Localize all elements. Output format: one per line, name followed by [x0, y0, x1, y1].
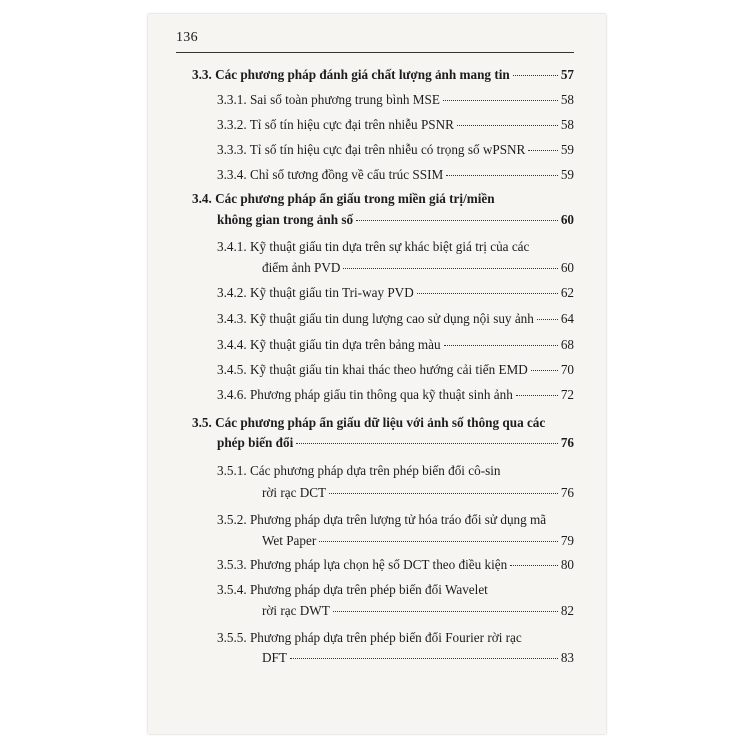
page-number: 136: [176, 30, 198, 45]
toc-entry-first-line: 3.5.2. Phương pháp dựa trên lượng tử hóa tráo đổi sử dụng mã: [217, 512, 547, 527]
toc-entry-page: 79: [560, 533, 574, 548]
toc-entry[interactable]: [217, 386, 574, 403]
toc-entry-page: 72: [560, 387, 574, 402]
toc-entry[interactable]: [217, 91, 574, 108]
dot-leader: [516, 395, 558, 396]
dot-leader: [356, 220, 558, 221]
toc-entry-label: 3.3. Các phương pháp đánh giá chất lượng ảnh mang tin: [192, 67, 510, 82]
toc-entry-label: không gian trong ảnh số: [217, 212, 354, 227]
toc-entry-label: 3.3.2. Tỉ số tín hiệu cực đại trên nhiễu PSNR: [217, 117, 454, 132]
toc-entry-label: rời rạc DCT: [262, 485, 327, 500]
toc-entry[interactable]: [217, 556, 574, 573]
toc-entry[interactable]: [262, 602, 574, 619]
toc-entry-page: 60: [560, 260, 574, 275]
toc-entry-page: 83: [560, 650, 574, 665]
toc-entry-page: 60: [560, 212, 574, 227]
toc-entry[interactable]: [192, 66, 574, 83]
toc-entry-label: rời rạc DWT: [262, 603, 330, 618]
toc-entry-page: 62: [560, 285, 574, 300]
toc-entry[interactable]: [217, 284, 574, 301]
toc-entry[interactable]: [217, 310, 574, 327]
dot-leader: [443, 100, 558, 101]
dot-leader: [531, 370, 558, 371]
toc-entry[interactable]: [217, 361, 574, 378]
toc-entry-label: 3.4.5. Kỹ thuật giấu tin khai thác theo hướng cải tiến EMD: [217, 362, 528, 377]
toc-entry-label: phép biến đổi: [217, 435, 294, 450]
toc-entry[interactable]: [217, 434, 574, 451]
toc-entry-label: 3.3.3. Tỉ số tín hiệu cực đại trên nhiễu có trọng số wPSNR: [217, 142, 526, 157]
toc-entry-label: DFT: [262, 650, 287, 665]
dot-leader: [513, 75, 558, 76]
dot-leader: [343, 268, 557, 269]
toc-entry[interactable]: [262, 649, 574, 666]
toc-entry-page: 59: [560, 167, 574, 182]
toc-entry[interactable]: [262, 532, 574, 549]
toc-entry-first-line: 3.4. Các phương pháp ẩn giấu trong miền giá trị/miền: [192, 191, 495, 206]
toc-entry-first-line: 3.5.1. Các phương pháp dựa trên phép biến đổi cô-sin: [217, 463, 501, 478]
toc-entry-label: 3.4.3. Kỹ thuật giấu tin dung lượng cao sử dụng nội suy ảnh: [217, 311, 534, 326]
toc-entry[interactable]: [217, 166, 574, 183]
toc-entry-first-line: 3.5.4. Phương pháp dựa trên phép biến đổi Wavelet: [217, 582, 488, 597]
toc-entry-page: 59: [560, 142, 574, 157]
toc-entry-label: Wet Paper: [262, 533, 317, 548]
toc-entry-page: 57: [560, 67, 574, 82]
dot-leader: [329, 493, 558, 494]
dot-leader: [333, 611, 558, 612]
toc-entry-page: 82: [560, 603, 574, 618]
toc-entry-page: 58: [560, 92, 574, 107]
dot-leader: [417, 293, 558, 294]
toc-entry-label: 3.4.2. Kỹ thuật giấu tin Tri-way PVD: [217, 285, 414, 300]
toc-entry-label: 3.4.6. Phương pháp giấu tin thông qua kỹ thuật sinh ảnh: [217, 387, 513, 402]
toc-entry-page: 58: [560, 117, 574, 132]
toc-entry-label: 3.4.4. Kỹ thuật giấu tin dựa trên bảng màu: [217, 337, 441, 352]
toc-entry-page: 64: [560, 311, 574, 326]
toc-entry-page: 68: [560, 337, 574, 352]
toc-entry[interactable]: [262, 484, 574, 501]
toc-entry-page: 80: [560, 557, 574, 572]
toc-entry-label: 3.5.3. Phương pháp lựa chọn hệ số DCT theo điều kiện: [217, 557, 508, 572]
dot-leader: [444, 345, 558, 346]
toc-entry[interactable]: [262, 259, 574, 276]
toc-entry-label: 3.3.4. Chỉ số tương đồng về cấu trúc SSIM: [217, 167, 444, 182]
dot-leader: [510, 565, 558, 566]
dot-leader: [457, 125, 558, 126]
toc-entry-first-line: 3.5. Các phương pháp ẩn giấu dữ liệu với ảnh số thông qua các: [192, 415, 546, 430]
toc-entry[interactable]: [217, 211, 574, 228]
header-rule: [176, 52, 574, 53]
toc-entry-first-line: 3.5.5. Phương pháp dựa trên phép biến đổi Fourier rời rạc: [217, 630, 522, 645]
dot-leader: [446, 175, 558, 176]
toc-entry-first-line: 3.4.1. Kỹ thuật giấu tin dựa trên sự khác biệt giá trị của các: [217, 239, 530, 254]
dot-leader: [290, 658, 558, 659]
toc-entry-page: 70: [560, 362, 574, 377]
toc-entry-label: 3.3.1. Sai số toàn phương trung bình MSE: [217, 92, 440, 107]
toc-entry[interactable]: [217, 141, 574, 158]
toc-entry-label: điểm ảnh PVD: [262, 260, 341, 275]
dot-leader: [537, 319, 558, 320]
dot-leader: [296, 443, 558, 444]
toc-entry[interactable]: [217, 116, 574, 133]
dot-leader: [528, 150, 557, 151]
toc-entry-page: 76: [560, 485, 574, 500]
dot-leader: [319, 541, 558, 542]
toc-entry[interactable]: [217, 336, 574, 353]
toc-entry-page: 76: [560, 435, 574, 450]
